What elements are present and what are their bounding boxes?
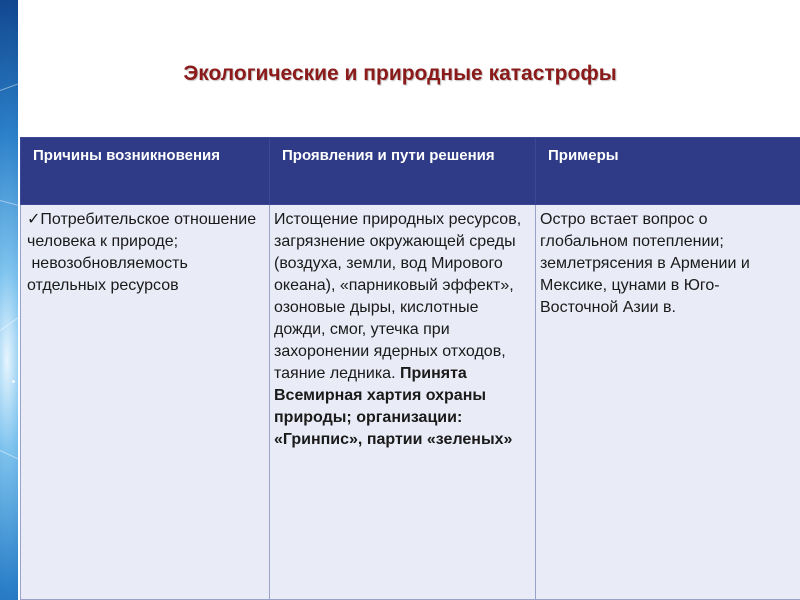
header-causes: Причины возникновения <box>21 138 270 205</box>
catastrophes-table <box>20 137 800 600</box>
manifestations-cell <box>270 205 536 600</box>
examples-cell: Остро встает вопрос о глобальном потеплении; землетрясения в Армении и Мексике, цунами в Юго-Восточной Азии в. <box>536 205 800 600</box>
solutions-text: Принята Всемирная хартия охраны природы; организации: «Гринпис», партии «зеленых» <box>274 365 513 448</box>
header-examples: Примеры <box>536 138 800 205</box>
check-mark-icon: ✓ <box>27 211 41 228</box>
causes-line-2: невозобновляемость отдельных ресурсов <box>27 255 188 294</box>
table-row <box>21 205 800 600</box>
manifestations-text: Истощение природных ресурсов, загрязнение окружающей среды (воздуха, земли, вод Мирового океана), «парниковый эффект», озоновые дыры, кислотные дожди, смог, утечка при захоронении ядерных отходов, таяние ледника. <box>274 211 522 382</box>
causes-line-1: Потребительское отношение человека к природе; <box>27 211 257 250</box>
causes-cell <box>21 205 270 600</box>
slide <box>18 0 800 600</box>
slide-title: Экологические и природные катастрофы <box>183 62 617 85</box>
table-header-row <box>21 138 800 205</box>
header-manifestations: Проявления и пути решения <box>270 138 536 205</box>
